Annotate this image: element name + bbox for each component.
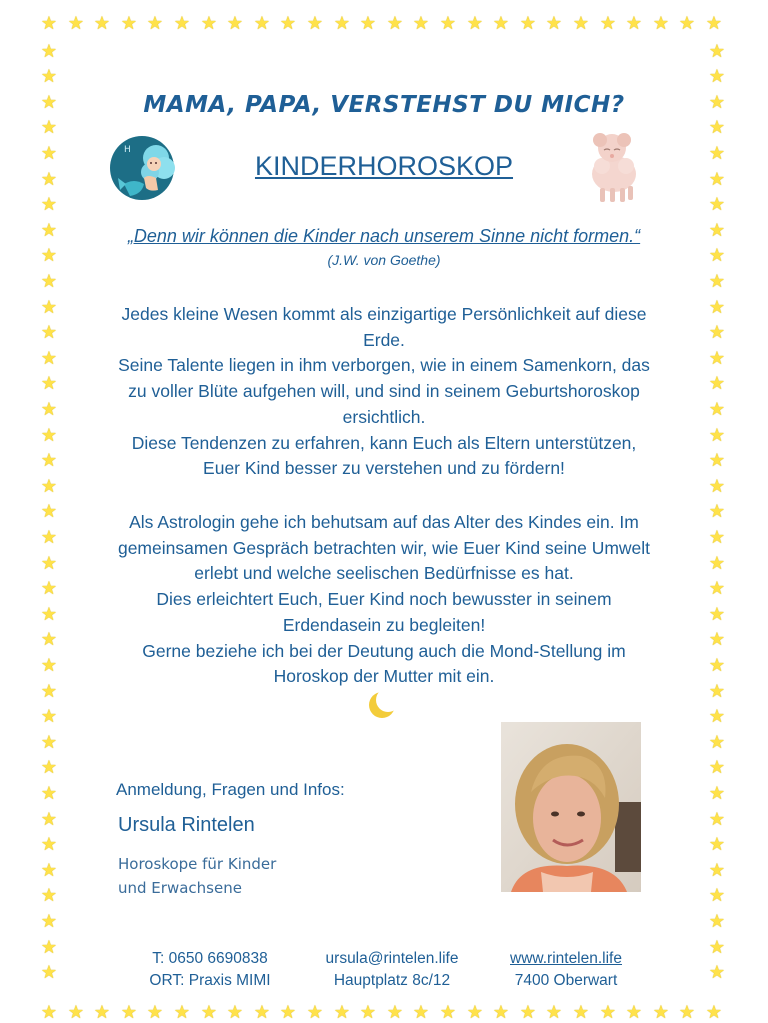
description-line: und Erwachsene: [118, 879, 242, 897]
star-icon: ★: [708, 937, 726, 957]
star-icon: ★: [708, 425, 726, 445]
star-icon: ★: [439, 1002, 457, 1022]
lamb-icon: [582, 126, 644, 206]
star-icon: ★: [708, 604, 726, 624]
star-icon: ★: [705, 1002, 723, 1022]
text-line: Als Astrologin gehe ich behutsam auf das Alter des Kindes ein. Im: [129, 512, 639, 532]
star-icon: ★: [708, 220, 726, 240]
star-icon: ★: [599, 1002, 617, 1022]
contact-name: Ursula Rintelen: [118, 814, 255, 836]
star-icon: ★: [708, 962, 726, 982]
star-icon: ★: [412, 1002, 430, 1022]
star-icon: ★: [40, 220, 58, 240]
star-icon: ★: [40, 732, 58, 752]
star-icon: ★: [40, 578, 58, 598]
contact-description: [118, 852, 276, 900]
star-icon: ★: [519, 13, 537, 33]
star-icon: ★: [279, 1002, 297, 1022]
star-icon: ★: [708, 194, 726, 214]
text-line: Gerne beziehe ich bei der Deutung auch die Mond-Stellung im: [142, 640, 626, 661]
star-icon: ★: [40, 143, 58, 163]
star-icon: ★: [279, 13, 297, 33]
text-line: Erdendasein zu begleiten!: [282, 614, 486, 635]
star-icon: ★: [226, 1002, 244, 1022]
star-icon: ★: [40, 783, 58, 803]
svg-text:H: H: [124, 145, 131, 155]
star-icon: ★: [40, 937, 58, 957]
star-icon: ★: [40, 425, 58, 445]
star-icon: ★: [386, 1002, 404, 1022]
star-icon: ★: [40, 629, 58, 649]
star-icon: ★: [708, 322, 726, 342]
star-icon: ★: [708, 348, 726, 368]
star-icon: ★: [708, 297, 726, 317]
star-icon: ★: [625, 1002, 643, 1022]
star-icon: ★: [40, 41, 58, 61]
star-icon: ★: [40, 92, 58, 112]
star-icon: ★: [359, 13, 377, 33]
star-icon: ★: [708, 450, 726, 470]
star-icon: ★: [40, 169, 58, 189]
footer-web-city: [492, 948, 640, 992]
star-icon: ★: [146, 1002, 164, 1022]
star-icon: ★: [120, 13, 138, 33]
text-line: Dies erleichtert Euch, Euer Kind noch bewusster in seinem: [156, 589, 612, 610]
star-icon: ★: [708, 783, 726, 803]
star-icon: ★: [708, 143, 726, 163]
star-icon: ★: [439, 13, 457, 33]
astrology-paragraph: [70, 510, 698, 690]
star-icon: ★: [545, 13, 563, 33]
star-icon: ★: [40, 450, 58, 470]
text-line: Horoskop der Mutter mit ein.: [273, 666, 495, 687]
star-icon: ★: [306, 13, 324, 33]
star-icon: ★: [40, 271, 58, 291]
star-icon: ★: [492, 1002, 510, 1022]
star-icon: ★: [572, 1002, 590, 1022]
star-icon: ★: [678, 13, 696, 33]
star-icon: ★: [708, 41, 726, 61]
star-icon: ★: [599, 13, 617, 33]
star-icon: ★: [40, 706, 58, 726]
star-icon: ★: [253, 13, 271, 33]
star-icon: ★: [652, 1002, 670, 1022]
star-icon: ★: [708, 757, 726, 777]
star-icon: ★: [173, 1002, 191, 1022]
star-icon: ★: [708, 501, 726, 521]
location-name: ORT: Praxis MIMI: [149, 972, 271, 989]
star-icon: ★: [40, 885, 58, 905]
star-icon: ★: [708, 245, 726, 265]
contact-label: Anmeldung, Fragen und Infos:: [116, 780, 345, 799]
star-icon: ★: [466, 13, 484, 33]
star-icon: ★: [253, 1002, 271, 1022]
star-icon: ★: [625, 13, 643, 33]
text-line: Euer Kind besser zu verstehen und zu fördern!: [203, 458, 565, 479]
star-icon: ★: [359, 1002, 377, 1022]
star-icon: ★: [708, 809, 726, 829]
text-line: gemeinsamen Gespräch betrachten wir, wie Euer Kind seine Umwelt: [117, 537, 651, 558]
star-icon: ★: [40, 501, 58, 521]
star-icon: ★: [40, 527, 58, 547]
star-icon: ★: [40, 860, 58, 880]
text-line: Seine Talente liegen in ihm verborgen, wie in einem Samenkorn, das: [118, 355, 650, 376]
star-icon: ★: [708, 732, 726, 752]
text-line: ersichtlich.: [342, 406, 426, 427]
star-icon: ★: [40, 757, 58, 777]
star-icon: ★: [40, 348, 58, 368]
star-icon: ★: [40, 476, 58, 496]
star-icon: ★: [226, 13, 244, 33]
star-icon: ★: [67, 13, 85, 33]
star-icon: ★: [572, 13, 590, 33]
text-line: Diese Tendenzen zu erfahren, kann Euch als Eltern unterstützen,: [131, 432, 637, 453]
city-address: 7400 Oberwart: [514, 972, 618, 989]
footer-phone-place: [130, 948, 290, 992]
star-icon: ★: [200, 13, 218, 33]
description-line: Horoskope für Kinder: [118, 855, 277, 873]
star-icon: ★: [708, 553, 726, 573]
star-icon: ★: [333, 13, 351, 33]
star-icon: ★: [40, 117, 58, 137]
star-icon: ★: [708, 399, 726, 419]
star-icon: ★: [708, 629, 726, 649]
crescent-moon-icon: [367, 688, 397, 722]
star-icon: ★: [40, 373, 58, 393]
star-icon: ★: [519, 1002, 537, 1022]
star-icon: ★: [708, 655, 726, 675]
star-icon: ★: [120, 1002, 138, 1022]
star-icon: ★: [678, 1002, 696, 1022]
quote-text: „Denn wir können die Kinder nach unserem Sinne nicht formen.“: [127, 226, 641, 246]
star-icon: ★: [40, 1002, 58, 1022]
email-address[interactable]: ursula@rintelen.life: [325, 950, 459, 967]
star-icon: ★: [93, 1002, 111, 1022]
star-icon: ★: [40, 681, 58, 701]
star-icon: ★: [708, 578, 726, 598]
star-icon: ★: [652, 13, 670, 33]
text-line: Erde.: [363, 329, 405, 350]
star-icon: ★: [40, 553, 58, 573]
intro-paragraph: [70, 302, 698, 482]
star-icon: ★: [708, 117, 726, 137]
star-icon: ★: [708, 834, 726, 854]
star-icon: ★: [40, 655, 58, 675]
star-icon: ★: [40, 322, 58, 342]
star-icon: ★: [708, 476, 726, 496]
footer-email-street: [308, 948, 476, 992]
star-icon: ★: [146, 13, 164, 33]
star-icon: ★: [708, 271, 726, 291]
star-icon: ★: [40, 13, 58, 33]
star-icon: ★: [333, 1002, 351, 1022]
star-icon: ★: [545, 1002, 563, 1022]
star-icon: ★: [40, 604, 58, 624]
page-title: KINDERHOROSKOP: [254, 151, 514, 181]
star-icon: ★: [40, 297, 58, 317]
star-icon: ★: [708, 681, 726, 701]
star-icon: ★: [708, 92, 726, 112]
star-icon: ★: [412, 13, 430, 33]
star-icon: ★: [40, 911, 58, 931]
star-icon: ★: [40, 809, 58, 829]
star-icon: ★: [40, 962, 58, 982]
star-icon: ★: [492, 13, 510, 33]
star-icon: ★: [708, 911, 726, 931]
star-icon: ★: [708, 373, 726, 393]
star-icon: ★: [173, 13, 191, 33]
star-icon: ★: [708, 527, 726, 547]
website-link[interactable]: www.rintelen.life: [510, 950, 622, 967]
star-icon: ★: [705, 13, 723, 33]
text-line: erlebt und welche seelischen Bedürfnisse es hat.: [194, 563, 574, 584]
street-address: Hauptplatz 8c/12: [333, 972, 451, 989]
headline: MAMA, PAPA, VERSTEHST DU MICH?: [143, 92, 625, 118]
star-icon: ★: [708, 66, 726, 86]
star-icon: ★: [708, 706, 726, 726]
star-icon: ★: [708, 169, 726, 189]
star-icon: ★: [40, 194, 58, 214]
star-icon: ★: [40, 834, 58, 854]
star-icon: ★: [386, 13, 404, 33]
star-icon: ★: [40, 245, 58, 265]
star-icon: ★: [466, 1002, 484, 1022]
star-icon: ★: [93, 13, 111, 33]
quote-author: (J.W. von Goethe): [327, 252, 441, 268]
text-line: Jedes kleine Wesen kommt als einzigartige Persönlichkeit auf diese: [121, 304, 647, 324]
star-icon: ★: [708, 860, 726, 880]
star-icon: ★: [40, 66, 58, 86]
portrait-photo: [501, 722, 641, 892]
star-icon: ★: [40, 399, 58, 419]
star-icon: ★: [306, 1002, 324, 1022]
star-icon: ★: [200, 1002, 218, 1022]
phone-number[interactable]: T: 0650 6690838: [152, 950, 268, 967]
star-icon: ★: [708, 885, 726, 905]
star-icon: ★: [67, 1002, 85, 1022]
text-line: zu voller Blüte aufgehen will, und sind in seinem Geburtshoroskop: [128, 381, 640, 402]
